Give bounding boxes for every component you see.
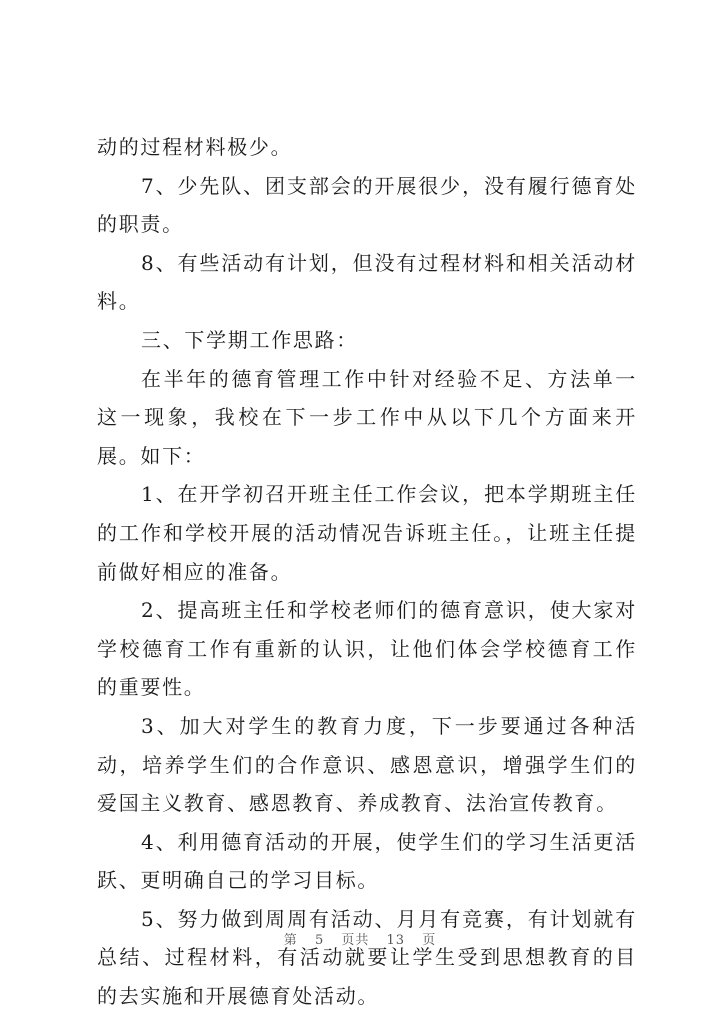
footer-suffix: 页 — [422, 933, 437, 948]
footer-prefix: 第 — [283, 933, 298, 948]
paragraph-6: 1、在开学初召开班主任工作会议，把本学期班主任的工作和学校开展的活动情况告诉班主任。，让班主任提前做好相应的准备。 — [97, 482, 637, 584]
footer-total-pages: 13 — [386, 933, 406, 948]
paragraph-9: 4、利用德育活动的开展，使学生们的学习生活更活跃、更明确自己的学习目标。 — [97, 829, 637, 893]
paragraph-5: 在半年的德育管理工作中针对经验不足、方法单一这一现象，我校在下一步工作中从以下几个方面来开展。如下： — [97, 366, 637, 468]
paragraph-3: 8、有些活动有计划，但没有过程材料和相关活动材料。 — [97, 250, 637, 314]
paragraph-1: 动的过程材料极少。 — [97, 135, 293, 159]
footer-page-number: 5 — [314, 933, 325, 948]
paragraph-2: 7、少先队、团支部会的开展很少，没有履行德育处的职责。 — [97, 173, 637, 237]
paragraph-10: 5、努力做到周周有活动、月月有竞赛，有计划就有总结、过程材料，有活动就要让学生受到思想教育的目的去实施和开展德育处活动。 — [97, 906, 637, 1009]
paragraph-7: 2、提高班主任和学校老师们的德育意识，使大家对学校德育工作有重新的认识，让他们体会学校德育工作的重要性。 — [97, 598, 637, 700]
footer-mid: 页共 — [341, 933, 370, 948]
document-body — [97, 128, 637, 1016]
paragraph-8: 3、加大对学生的教育力度，下一步要通过各种活动，培养学生们的合作意识、感恩意识，增强学生们的爱国主义教育、感恩教育、养成教育、法治宣传教育。 — [97, 713, 637, 816]
section-heading: 三、下学期工作思路： — [141, 327, 358, 352]
page-footer — [0, 929, 720, 948]
